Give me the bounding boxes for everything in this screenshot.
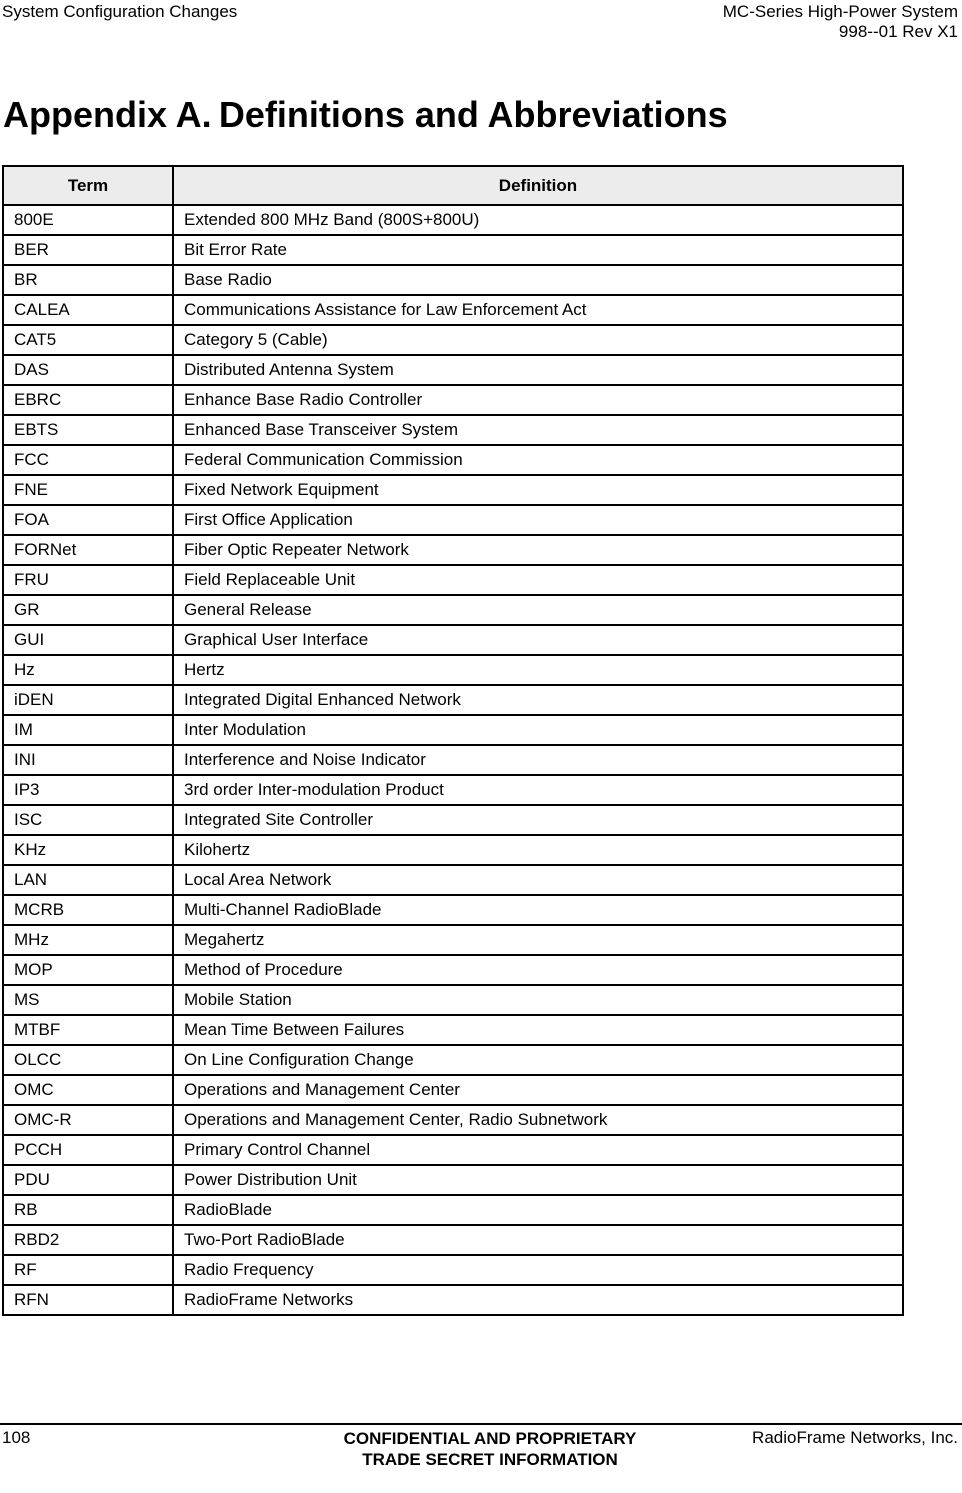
column-header-definition: Definition [173,166,903,205]
term-cell: GUI [3,625,173,655]
table-row [3,835,903,865]
term-cell: iDEN [3,685,173,715]
definition-cell: Field Replaceable Unit [173,565,903,595]
term-cell: RBD2 [3,1225,173,1255]
definition-cell: Megahertz [173,925,903,955]
table-row [3,445,903,475]
definition-cell: Base Radio [173,265,903,295]
term-cell: BR [3,265,173,295]
definition-cell: Multi-Channel RadioBlade [173,895,903,925]
definition-cell: RadioBlade [173,1195,903,1225]
confidentiality-notice [320,1428,660,1470]
table-row [3,235,903,265]
definition-cell: Mobile Station [173,985,903,1015]
notice-line-1: CONFIDENTIAL AND PROPRIETARY [343,1429,637,1448]
definition-cell: Bit Error Rate [173,235,903,265]
term-cell: IM [3,715,173,745]
term-cell: FCC [3,445,173,475]
definition-cell: Primary Control Channel [173,1135,903,1165]
table-row [3,205,903,235]
table-row [3,715,903,745]
definition-cell: RadioFrame Networks [173,1285,903,1315]
table-row [3,595,903,625]
term-cell: RFN [3,1285,173,1315]
term-cell: MCRB [3,895,173,925]
definition-cell: Operations and Management Center [173,1075,903,1105]
definition-cell: Extended 800 MHz Band (800S+800U) [173,205,903,235]
definition-cell: Graphical User Interface [173,625,903,655]
definition-cell: Fiber Optic Repeater Network [173,535,903,565]
term-cell: INI [3,745,173,775]
table-row [3,1225,903,1255]
term-cell: FOA [3,505,173,535]
definition-cell: Operations and Management Center, Radio Subnetwork [173,1105,903,1135]
term-cell: CAT5 [3,325,173,355]
term-cell: GR [3,595,173,625]
table-row [3,415,903,445]
term-cell: OMC-R [3,1105,173,1135]
table-row [3,295,903,325]
table-row [3,925,903,955]
term-cell: Hz [3,655,173,685]
definition-cell: Enhance Base Radio Controller [173,385,903,415]
term-cell: MS [3,985,173,1015]
term-cell: PCCH [3,1135,173,1165]
table-row [3,955,903,985]
definition-cell: Hertz [173,655,903,685]
term-cell: KHz [3,835,173,865]
table-row [3,895,903,925]
table-row [3,1195,903,1225]
page-title: Appendix A. Definitions and Abbreviations [3,94,728,135]
definition-cell: First Office Application [173,505,903,535]
definition-cell: 3rd order Inter-modulation Product [173,775,903,805]
table-row [3,1045,903,1075]
table-row [3,1015,903,1045]
definition-cell: Method of Procedure [173,955,903,985]
definition-cell: Federal Communication Commission [173,445,903,475]
table-row [3,1135,903,1165]
definition-cell: Integrated Site Controller [173,805,903,835]
term-cell: MOP [3,955,173,985]
table-row [3,265,903,295]
definition-cell: General Release [173,595,903,625]
term-cell: PDU [3,1165,173,1195]
table-row [3,475,903,505]
definition-cell: Kilohertz [173,835,903,865]
table-row [3,1165,903,1195]
definition-cell: Distributed Antenna System [173,355,903,385]
page-number: 108 [2,1428,31,1447]
table-row [3,325,903,355]
term-cell: 800E [3,205,173,235]
table-row [3,985,903,1015]
term-cell: FORNet [3,535,173,565]
table-row [3,1255,903,1285]
term-cell: RB [3,1195,173,1225]
term-cell: CALEA [3,295,173,325]
table-row [3,685,903,715]
table-row [3,805,903,835]
term-cell: BER [3,235,173,265]
definition-cell: Two-Port RadioBlade [173,1225,903,1255]
table-row [3,535,903,565]
term-cell: IP3 [3,775,173,805]
definition-cell: Interference and Noise Indicator [173,745,903,775]
header-left: System Configuration Changes [2,2,238,21]
definition-cell: Enhanced Base Transceiver System [173,415,903,445]
definition-cell: Integrated Digital Enhanced Network [173,685,903,715]
footer-divider [0,1423,962,1425]
term-cell: MHz [3,925,173,955]
definition-cell: Fixed Network Equipment [173,475,903,505]
footer-company: RadioFrame Networks, Inc. [752,1428,958,1447]
header-right [723,2,958,42]
term-cell: DAS [3,355,173,385]
definition-cell: On Line Configuration Change [173,1045,903,1075]
term-cell: FRU [3,565,173,595]
table-row [3,565,903,595]
table-row [3,865,903,895]
table-row [3,505,903,535]
definition-cell: Communications Assistance for Law Enforcement Act [173,295,903,325]
header-revision: 998--01 Rev X1 [838,22,958,41]
definition-cell: Mean Time Between Failures [173,1015,903,1045]
definitions-table [2,165,904,1316]
term-cell: FNE [3,475,173,505]
table-row [3,385,903,415]
notice-line-2: TRADE SECRET INFORMATION [362,1450,618,1469]
term-cell: OMC [3,1075,173,1105]
term-cell: OLCC [3,1045,173,1075]
table-row [3,1075,903,1105]
term-cell: LAN [3,865,173,895]
table-row [3,1105,903,1135]
term-cell: RF [3,1255,173,1285]
definition-cell: Category 5 (Cable) [173,325,903,355]
term-cell: ISC [3,805,173,835]
column-header-term: Term [3,166,173,205]
table-row [3,625,903,655]
term-cell: EBTS [3,415,173,445]
table-row [3,1285,903,1315]
definition-cell: Power Distribution Unit [173,1165,903,1195]
header-product: MC-Series High-Power System [722,2,958,21]
definition-cell: Local Area Network [173,865,903,895]
term-cell: MTBF [3,1015,173,1045]
table-row [3,745,903,775]
term-cell: EBRC [3,385,173,415]
table-row [3,655,903,685]
definition-cell: Inter Modulation [173,715,903,745]
table-row [3,355,903,385]
definition-cell: Radio Frequency [173,1255,903,1285]
table-row [3,775,903,805]
